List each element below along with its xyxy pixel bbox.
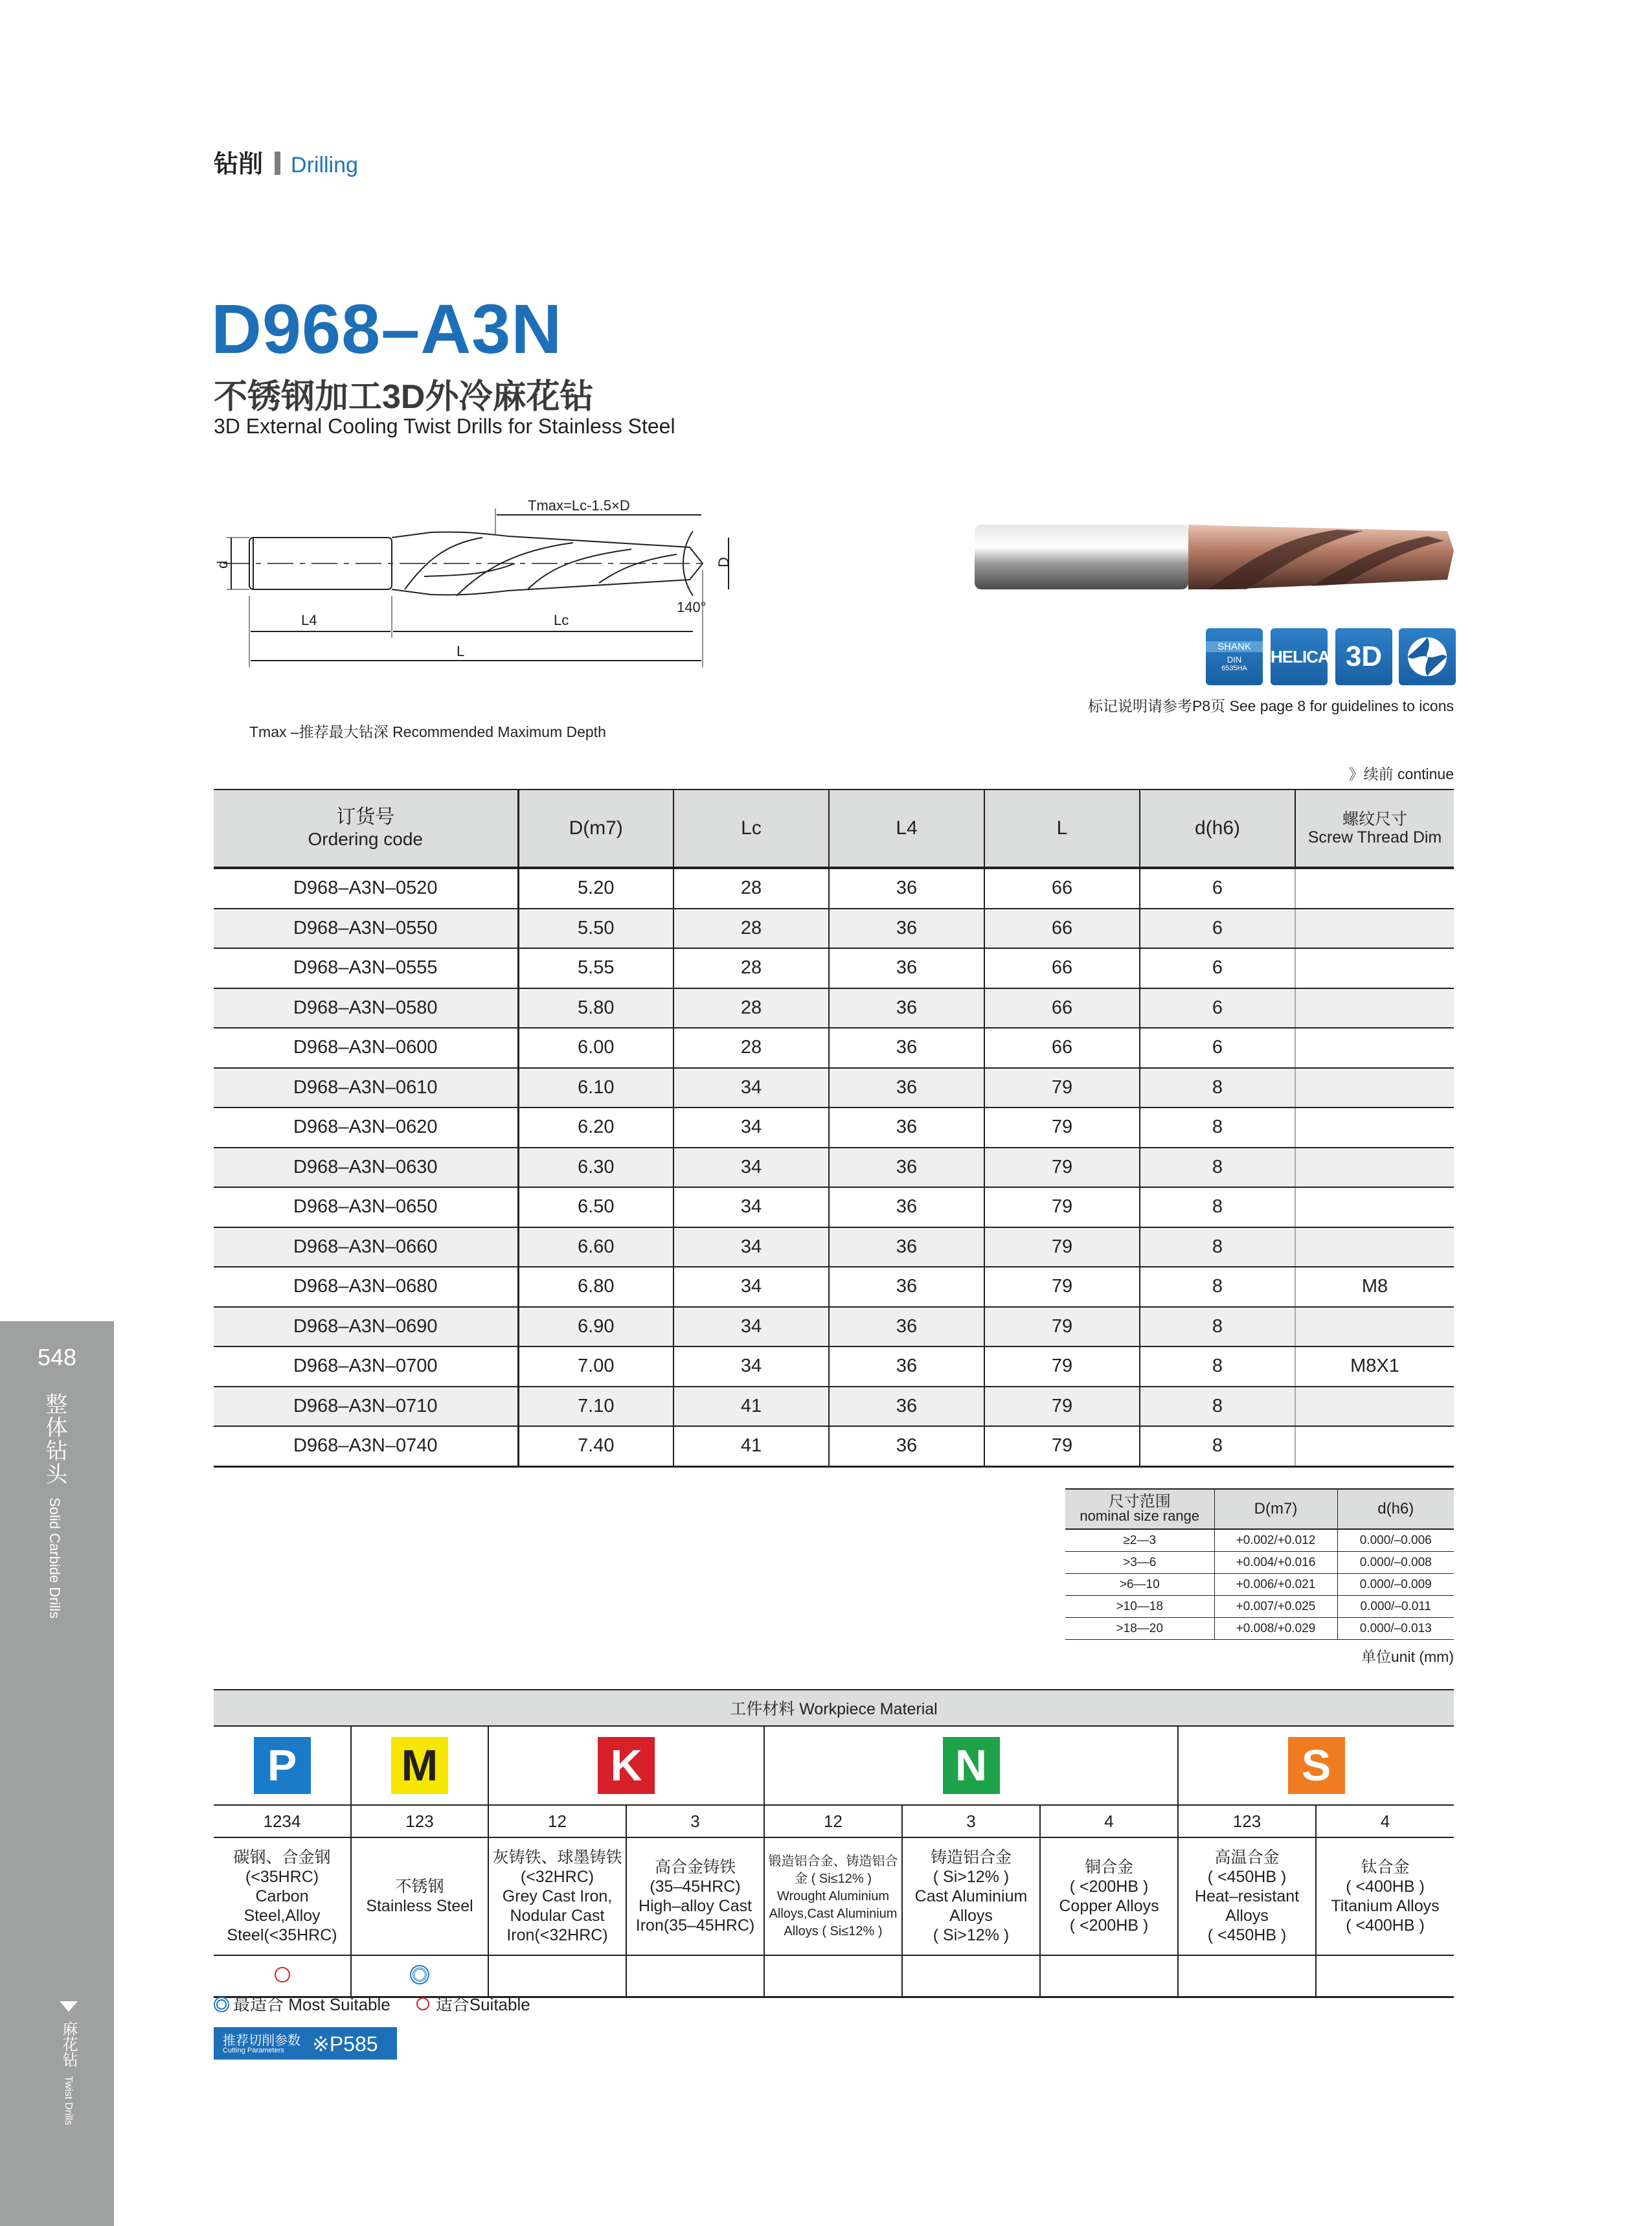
group-p-badge: P: [254, 1737, 311, 1794]
cell-Lc: 28: [673, 868, 829, 909]
cell-Lc: 34: [673, 1148, 829, 1188]
side-chapter-title: [39, 1392, 71, 1618]
l-label: L: [457, 643, 465, 659]
cell-D: 6.30: [518, 1148, 673, 1188]
cell-d: 8: [1140, 1426, 1295, 1466]
cell-L4: 36: [829, 1346, 984, 1387]
depth-3d-icon: 3D: [1335, 628, 1392, 685]
tolerance-cell: +0.007/+0.025: [1214, 1596, 1337, 1618]
material-line: Steel(<35HRC): [227, 1926, 337, 1944]
cell-L4: 36: [829, 988, 984, 1028]
material-line: 锻造铝合金、铸造铝合: [768, 1854, 898, 1868]
material-line: Wrought Aluminium: [776, 1889, 890, 1903]
cell-code: D968–A3N–0740: [214, 1426, 518, 1466]
table-row: [214, 909, 1454, 949]
cell-Lc: 34: [673, 1068, 829, 1108]
tolerance-cell: >10—18: [1065, 1596, 1214, 1618]
col-size-range: 尺寸范围 nominal size range: [1065, 1489, 1214, 1529]
material-description: [902, 1837, 1040, 1955]
ordering-table: [214, 789, 1454, 1468]
group-p-cell: [214, 1726, 351, 1805]
cell-code: D968–A3N–0520: [214, 868, 518, 909]
table-row: [214, 1346, 1454, 1387]
cell-thread: [1295, 1227, 1454, 1267]
tolerance-cell: >6—10: [1065, 1574, 1214, 1596]
flute-profile-icon: [1399, 628, 1456, 685]
material-description: [764, 1837, 902, 1955]
material-line: (<35HRC): [245, 1868, 319, 1886]
cell-D: 6.50: [518, 1187, 673, 1227]
material-line: ( <450HB ): [1207, 1868, 1287, 1886]
material-description: [488, 1837, 626, 1955]
cell-L: 79: [984, 1426, 1140, 1466]
material-line: 不锈钢: [395, 1878, 444, 1896]
material-line: Alloys: [949, 1907, 993, 1925]
continue-label: 》续前 continue: [1348, 766, 1454, 782]
material-line: 铜合金: [1084, 1858, 1133, 1876]
cell-L4: 36: [829, 1148, 984, 1188]
table-row: [214, 868, 1454, 909]
cell-L: 66: [984, 909, 1140, 949]
suitability-cell: [1040, 1955, 1178, 1997]
suitability-cell: [902, 1955, 1040, 1997]
material-line: Stainless Steel: [366, 1897, 473, 1915]
material-line: ( <200HB ): [1069, 1916, 1149, 1935]
tolerance-cell: +0.004/+0.016: [1214, 1552, 1337, 1574]
cell-code: D968–A3N–0580: [214, 988, 518, 1028]
cell-L4: 36: [829, 1267, 984, 1307]
cell-Lc: 34: [673, 1107, 829, 1148]
shank-label: SHANK: [1206, 641, 1263, 652]
material-line: High–alloy Cast: [638, 1897, 752, 1915]
suitability-cell: [351, 1955, 488, 1997]
cell-Lc: 41: [673, 1426, 829, 1466]
tolerance-cell: +0.008/+0.029: [1214, 1618, 1337, 1640]
unit-note: 单位unit (mm): [1361, 1648, 1454, 1665]
cell-code: D968–A3N–0620: [214, 1107, 518, 1148]
cell-D: 6.20: [518, 1107, 673, 1148]
drill-technical-drawing: [210, 497, 707, 674]
material-line: Copper Alloys: [1059, 1897, 1159, 1915]
cell-L4: 36: [829, 1107, 984, 1148]
table-row: [214, 1307, 1454, 1347]
shank-code: 6535HA: [1221, 664, 1247, 672]
material-line: Grey Cast Iron,: [502, 1887, 613, 1905]
cell-D: 7.10: [518, 1387, 673, 1427]
tolerance-cell: 0.000/–0.013: [1337, 1618, 1454, 1640]
tolerance-cell: +0.006/+0.021: [1214, 1574, 1337, 1596]
cell-L: 79: [984, 1387, 1140, 1427]
cell-L: 79: [984, 1107, 1140, 1148]
cell-d: 6: [1140, 1028, 1295, 1068]
cell-d: 8: [1140, 1107, 1295, 1148]
cell-thread: M8X1: [1295, 1346, 1454, 1387]
material-line: Heat–resistant: [1194, 1887, 1300, 1905]
cell-d: 8: [1140, 1187, 1295, 1227]
material-subgroup: 3: [626, 1805, 764, 1837]
cell-D: 6.00: [518, 1028, 673, 1068]
material-line: 金 ( Si≤12% ): [795, 1871, 872, 1886]
tolerance-cell: 0.000/–0.011: [1337, 1596, 1454, 1618]
cell-D: 6.80: [518, 1267, 673, 1307]
most-suitable-icon: [413, 1968, 427, 1982]
cutting-page-ref: ※P585: [312, 2032, 378, 2056]
table-row: [214, 1148, 1454, 1188]
cell-L: 66: [984, 988, 1140, 1028]
cell-L4: 36: [829, 948, 984, 988]
l4-label: L4: [301, 612, 317, 628]
cell-thread: [1295, 948, 1454, 988]
suitability-cell: [1316, 1955, 1454, 1997]
material-subgroup: 4: [1040, 1805, 1178, 1837]
material-line: 高温合金: [1214, 1848, 1280, 1867]
side-subchapter: [57, 2021, 80, 2125]
material-subgroup: 3: [902, 1805, 1040, 1837]
drill-diameter-label: D: [715, 557, 732, 567]
cell-L: 79: [984, 1187, 1140, 1227]
legend-suitable: 适合Suitable: [435, 1995, 530, 2014]
col-L: L: [984, 789, 1140, 868]
table-row: [214, 1107, 1454, 1148]
cell-D: 5.80: [518, 988, 673, 1028]
cell-L: 66: [984, 1028, 1140, 1068]
cell-thread: [1295, 1148, 1454, 1188]
section-en: Drilling: [291, 153, 358, 177]
cell-L4: 36: [829, 909, 984, 949]
cell-L: 79: [984, 1267, 1140, 1307]
material-line: Alloys: [1225, 1907, 1269, 1925]
cell-thread: [1295, 1387, 1454, 1427]
material-line: ( <200HB ): [1069, 1878, 1149, 1896]
cell-d: 8: [1140, 1148, 1295, 1188]
helica-icon: HELICA: [1271, 628, 1328, 685]
point-angle-label: 140°: [677, 599, 707, 615]
cell-thread: [1295, 1187, 1454, 1227]
table-row: [214, 1426, 1454, 1466]
tolerance-cell: 0.000/–0.008: [1337, 1552, 1454, 1574]
cell-thread: [1295, 868, 1454, 909]
cell-Lc: 34: [673, 1267, 829, 1307]
material-description: [1178, 1837, 1316, 1955]
cell-thread: [1295, 1426, 1454, 1466]
material-description: [351, 1837, 488, 1955]
cell-thread: [1295, 1068, 1454, 1108]
cell-L: 79: [984, 1227, 1140, 1267]
cell-L: 79: [984, 1148, 1140, 1188]
table-row: [214, 1028, 1454, 1068]
page-number: 548: [37, 1344, 77, 1370]
side-sub-en: Twist Drills: [63, 2075, 74, 2126]
cell-d: 6: [1140, 868, 1295, 909]
group-m-cell: [351, 1726, 488, 1805]
cell-code: D968–A3N–0600: [214, 1028, 518, 1068]
material-group-row: [214, 1726, 1454, 1805]
table-row: [214, 1267, 1454, 1307]
tolerance-cell: +0.002/+0.012: [1214, 1529, 1337, 1552]
cell-d: 8: [1140, 1267, 1295, 1307]
cell-D: 5.20: [518, 868, 673, 909]
cell-d: 8: [1140, 1227, 1295, 1267]
cell-D: 5.55: [518, 948, 673, 988]
cell-code: D968–A3N–0555: [214, 948, 518, 988]
cell-D: 7.40: [518, 1426, 673, 1466]
material-line: (35–45HRC): [650, 1878, 741, 1896]
icon-guideline-note: 标记说明请参考P8页 See page 8 for guidelines to icons: [1087, 698, 1454, 714]
cell-D: 6.10: [518, 1068, 673, 1108]
material-subgroup: 12: [764, 1805, 902, 1837]
tolerance-header-row: [1065, 1489, 1454, 1529]
tolerance-cell: 0.000/–0.009: [1337, 1574, 1454, 1596]
cell-L4: 36: [829, 868, 984, 909]
cell-Lc: 34: [673, 1187, 829, 1227]
table-row: [214, 1387, 1454, 1427]
material-subgroup: 1234: [214, 1805, 351, 1837]
shank-std: DIN: [1227, 655, 1242, 664]
cell-d: 8: [1140, 1068, 1295, 1108]
cell-thread: [1295, 1107, 1454, 1148]
col-D: D(m7): [518, 789, 673, 868]
cell-code: D968–A3N–0650: [214, 1187, 518, 1227]
cell-L4: 36: [829, 1387, 984, 1427]
material-subgroup: 12: [488, 1805, 626, 1837]
table-row: [214, 1187, 1454, 1227]
group-n-badge: N: [943, 1737, 1000, 1794]
col-Lc: Lc: [673, 789, 829, 868]
group-n-cell: [764, 1726, 1178, 1805]
cell-L4: 36: [829, 1028, 984, 1068]
suitable-icon: [275, 1967, 290, 1982]
cell-thread: M8: [1295, 1267, 1454, 1307]
cell-L4: 36: [829, 1426, 984, 1466]
suitability-cell: [488, 1955, 626, 1997]
table-row: [214, 988, 1454, 1028]
cell-D: 6.60: [518, 1227, 673, 1267]
cell-Lc: 34: [673, 1307, 829, 1347]
cell-L: 79: [984, 1346, 1140, 1387]
cell-Lc: 28: [673, 909, 829, 949]
product-title-zh: 不锈钢加工3D外冷麻花钻: [214, 378, 594, 416]
table-header-row: [214, 789, 1454, 868]
material-description: [1316, 1837, 1454, 1955]
group-m-badge: M: [391, 1737, 448, 1794]
material-line: Alloys ( Si≤12% ): [784, 1924, 883, 1938]
material-line: Iron(35–45HRC): [635, 1916, 755, 1935]
cutting-en: Cutting Parameters: [223, 2047, 284, 2054]
col-tol-d: d(h6): [1337, 1489, 1454, 1529]
material-line: ( Si>12% ): [933, 1868, 1010, 1886]
cell-thread: [1295, 1028, 1454, 1068]
suitability-cell: [1178, 1955, 1316, 1997]
material-subgroup: 123: [351, 1805, 488, 1837]
cell-D: 7.00: [518, 1346, 673, 1387]
material-line: Alloys,Cast Aluminium: [769, 1906, 898, 1921]
material-subgroup: 123: [1178, 1805, 1316, 1837]
side-title-en: Solid Carbide Drills: [47, 1497, 63, 1619]
tolerance-table: [1065, 1488, 1454, 1640]
material-line: Titanium Alloys: [1331, 1897, 1440, 1915]
cell-L4: 36: [829, 1227, 984, 1267]
material-line: 铸造铝合金: [930, 1848, 1012, 1867]
cell-code: D968–A3N–0630: [214, 1148, 518, 1188]
cell-thread: [1295, 909, 1454, 949]
cell-L: 66: [984, 948, 1140, 988]
suitability-legend: [214, 1992, 530, 2016]
table-row: [214, 1227, 1454, 1267]
cell-code: D968–A3N–0610: [214, 1068, 518, 1108]
cell-L: 66: [984, 868, 1140, 909]
cell-d: 8: [1140, 1307, 1295, 1347]
tolerance-cell: 0.000/–0.006: [1337, 1529, 1454, 1552]
cell-thread: [1295, 1307, 1454, 1347]
shank-diameter-label: d: [214, 560, 231, 569]
cell-d: 6: [1140, 948, 1295, 988]
section-header: [214, 144, 358, 179]
material-line: 灰铸铁、球墨铸铁: [492, 1848, 622, 1867]
cutting-zh: 推荐切削参数: [223, 2034, 300, 2048]
cell-Lc: 28: [673, 948, 829, 988]
cell-Lc: 28: [673, 988, 829, 1028]
cell-code: D968–A3N–0680: [214, 1267, 518, 1307]
material-line: 钛合金: [1361, 1858, 1410, 1876]
shank-icon: [1206, 628, 1263, 685]
cell-d: 6: [1140, 909, 1295, 949]
cell-code: D968–A3N–0660: [214, 1227, 518, 1267]
material-subgroup-row: [214, 1805, 1454, 1837]
cutting-parameters-link[interactable]: [214, 2027, 397, 2060]
col-ordering-code: 订货号 Ordering code: [214, 789, 518, 868]
cell-code: D968–A3N–0710: [214, 1387, 518, 1427]
suitable-icon: [416, 1997, 429, 2010]
suitability-cell: [214, 1955, 351, 1997]
material-description: [1040, 1837, 1178, 1955]
cell-thread: [1295, 988, 1454, 1028]
group-s-badge: S: [1288, 1737, 1345, 1794]
cell-Lc: 34: [673, 1227, 829, 1267]
tolerance-row: [1065, 1574, 1454, 1596]
material-description-row: [214, 1837, 1454, 1955]
material-line: (<32HRC): [520, 1868, 594, 1886]
tolerance-row: [1065, 1552, 1454, 1574]
cell-L4: 36: [829, 1307, 984, 1347]
material-line: ( <400HB ): [1346, 1878, 1425, 1896]
tolerance-cell: ≥2—3: [1065, 1529, 1214, 1552]
material-line: 高合金铸铁: [654, 1858, 736, 1876]
lc-label: Lc: [554, 612, 569, 628]
cell-L4: 36: [829, 1187, 984, 1227]
material-line: Steel,Alloy: [243, 1907, 321, 1925]
tolerance-cell: >3—6: [1065, 1552, 1214, 1574]
material-line: Nodular Cast: [510, 1907, 605, 1925]
suitability-row: [214, 1955, 1454, 1997]
group-s-cell: [1178, 1726, 1454, 1805]
cell-D: 5.50: [518, 909, 673, 949]
table-row: [214, 1068, 1454, 1108]
tmax-note: Tmax –推荐最大钻深 Recommended Maximum Depth: [249, 723, 606, 740]
cell-Lc: 34: [673, 1346, 829, 1387]
cell-d: 8: [1140, 1387, 1295, 1427]
workpiece-material-table: [214, 1689, 1454, 1998]
cell-Lc: 41: [673, 1387, 829, 1427]
cell-L: 79: [984, 1307, 1140, 1347]
cell-Lc: 28: [673, 1028, 829, 1068]
product-model: D968–A3N: [211, 290, 563, 368]
suitability-cell: [626, 1955, 764, 1997]
cell-L4: 36: [829, 1068, 984, 1108]
suitability-cell: [764, 1955, 902, 1997]
material-line: Cast Aluminium: [914, 1887, 1028, 1905]
legend-most: 最适合 Most Suitable: [233, 1995, 390, 2014]
cell-code: D968–A3N–0690: [214, 1307, 518, 1347]
product-title-en: 3D External Cooling Twist Drills for Stainless Steel: [214, 415, 675, 438]
tolerance-row: [1065, 1596, 1454, 1618]
tmax-formula-label: Tmax=Lc-1.5×D: [528, 497, 630, 514]
col-tol-D: D(m7): [1214, 1489, 1337, 1529]
workpiece-title: 工件材料 Workpiece Material: [214, 1690, 1454, 1726]
cell-d: 8: [1140, 1346, 1295, 1387]
cell-L: 79: [984, 1068, 1140, 1108]
material-description: [626, 1837, 764, 1955]
cell-code: D968–A3N–0700: [214, 1346, 518, 1387]
side-sub-zh: 麻花钻: [60, 2021, 77, 2067]
material-line: ( <450HB ): [1207, 1926, 1287, 1944]
table-row: [214, 948, 1454, 988]
material-line: ( Si>12% ): [933, 1926, 1010, 1944]
side-title-zh: 整体钻头: [42, 1392, 67, 1486]
tolerance-row: [1065, 1618, 1454, 1640]
cell-D: 6.90: [518, 1307, 673, 1347]
material-line: Carbon: [255, 1887, 309, 1905]
material-subgroup: 4: [1316, 1805, 1454, 1837]
drill-product-photo: [975, 512, 1454, 602]
col-L4: L4: [829, 789, 984, 868]
material-description: [214, 1837, 351, 1955]
tolerance-row: [1065, 1529, 1454, 1552]
triangle-down-icon: [60, 2001, 78, 2012]
tolerance-cell: >18—20: [1065, 1618, 1214, 1640]
cell-code: D968–A3N–0550: [214, 909, 518, 949]
col-thread: 螺纹尺寸 Screw Thread Dim: [1295, 789, 1454, 868]
section-zh: 钻削: [214, 151, 264, 178]
group-k-badge: K: [598, 1737, 655, 1794]
material-line: 碳钢、合金钢: [233, 1848, 331, 1867]
col-d: d(h6): [1140, 789, 1295, 868]
material-line: ( <400HB ): [1346, 1916, 1425, 1935]
most-suitable-icon: [216, 1999, 227, 2010]
material-line: Iron(<32HRC): [506, 1926, 608, 1944]
header-divider: [275, 152, 280, 175]
group-k-cell: [488, 1726, 764, 1805]
cell-d: 6: [1140, 988, 1295, 1028]
